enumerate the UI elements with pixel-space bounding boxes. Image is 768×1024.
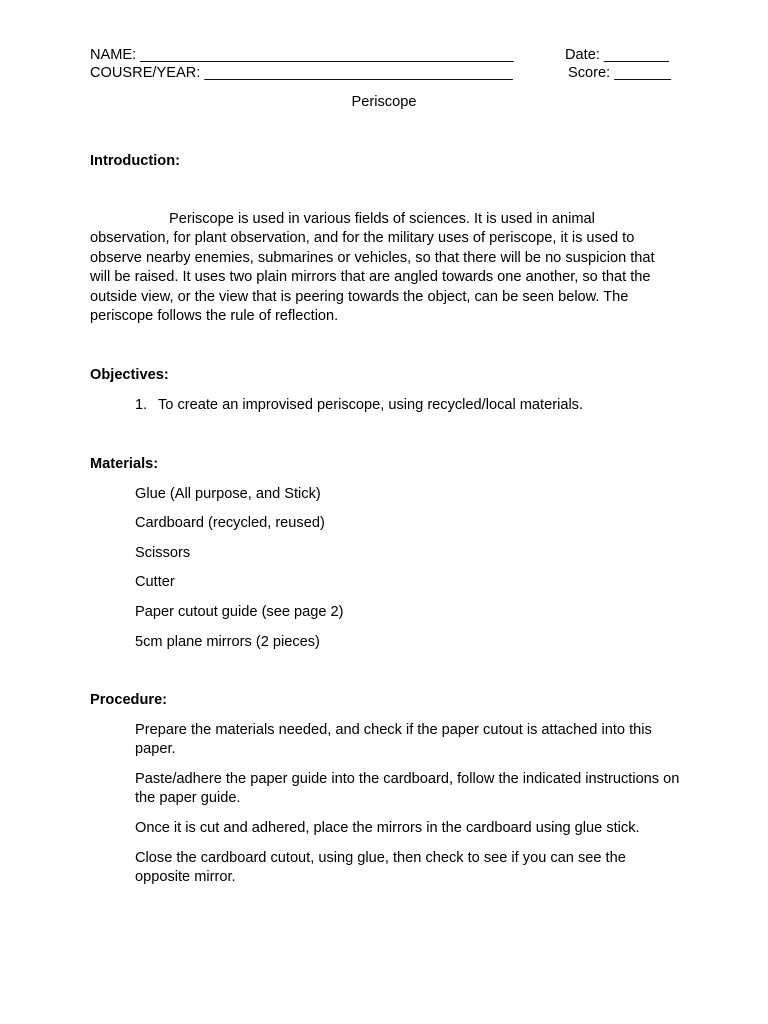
procedure-heading: Procedure: (90, 692, 168, 708)
materials-heading: Materials: (90, 456, 159, 472)
date-field-label: Date: ________ (565, 47, 669, 63)
objective-text: To create an improvised periscope, using recycled/local materials. (158, 397, 584, 413)
material-item: Glue (All purpose, and Stick) (135, 486, 321, 502)
objective-item (135, 396, 583, 415)
introduction-heading: Introduction: (90, 153, 180, 169)
course-year-field-label: COUSRE/YEAR: ______________________________________ (90, 65, 513, 81)
procedure-step: Prepare the materials needed, and check if the paper cutout is attached into this paper. (135, 722, 652, 757)
document-title: Periscope (351, 94, 417, 110)
introduction-paragraph: Periscope is used in various fields of sciences. It is used in animal observation, for plant observation, and for the military uses of periscope, it is used to observe nearby enemies, submarines or vehicles, so that there will be no suspicion that will be raised. It uses two plain mirrors that are angled towards one another, so that the outside view, or the view that is peering towards the object, can be seen below. The periscope follows the rule of reflection. (90, 211, 655, 325)
name-field-label: NAME: ______________________________________________ (90, 47, 514, 63)
procedure-step: Close the cardboard cutout, using glue, then check to see if you can see the opposite mirror. (135, 850, 626, 885)
procedure-step: Once it is cut and adhered, place the mirrors in the cardboard using glue stick. (135, 820, 640, 836)
objective-number: 1. (135, 397, 148, 413)
objectives-heading: Objectives: (90, 367, 169, 383)
material-item: Scissors (135, 545, 191, 561)
material-item: Paper cutout guide (see page 2) (135, 604, 344, 620)
material-item: 5cm plane mirrors (2 pieces) (135, 634, 320, 650)
material-item: Cardboard (recycled, reused) (135, 515, 325, 531)
procedure-step: Paste/adhere the paper guide into the cardboard, follow the indicated instructions on the paper guide. (135, 771, 680, 806)
score-field-label: Score: _______ (568, 65, 672, 81)
material-item: Cutter (135, 574, 175, 590)
